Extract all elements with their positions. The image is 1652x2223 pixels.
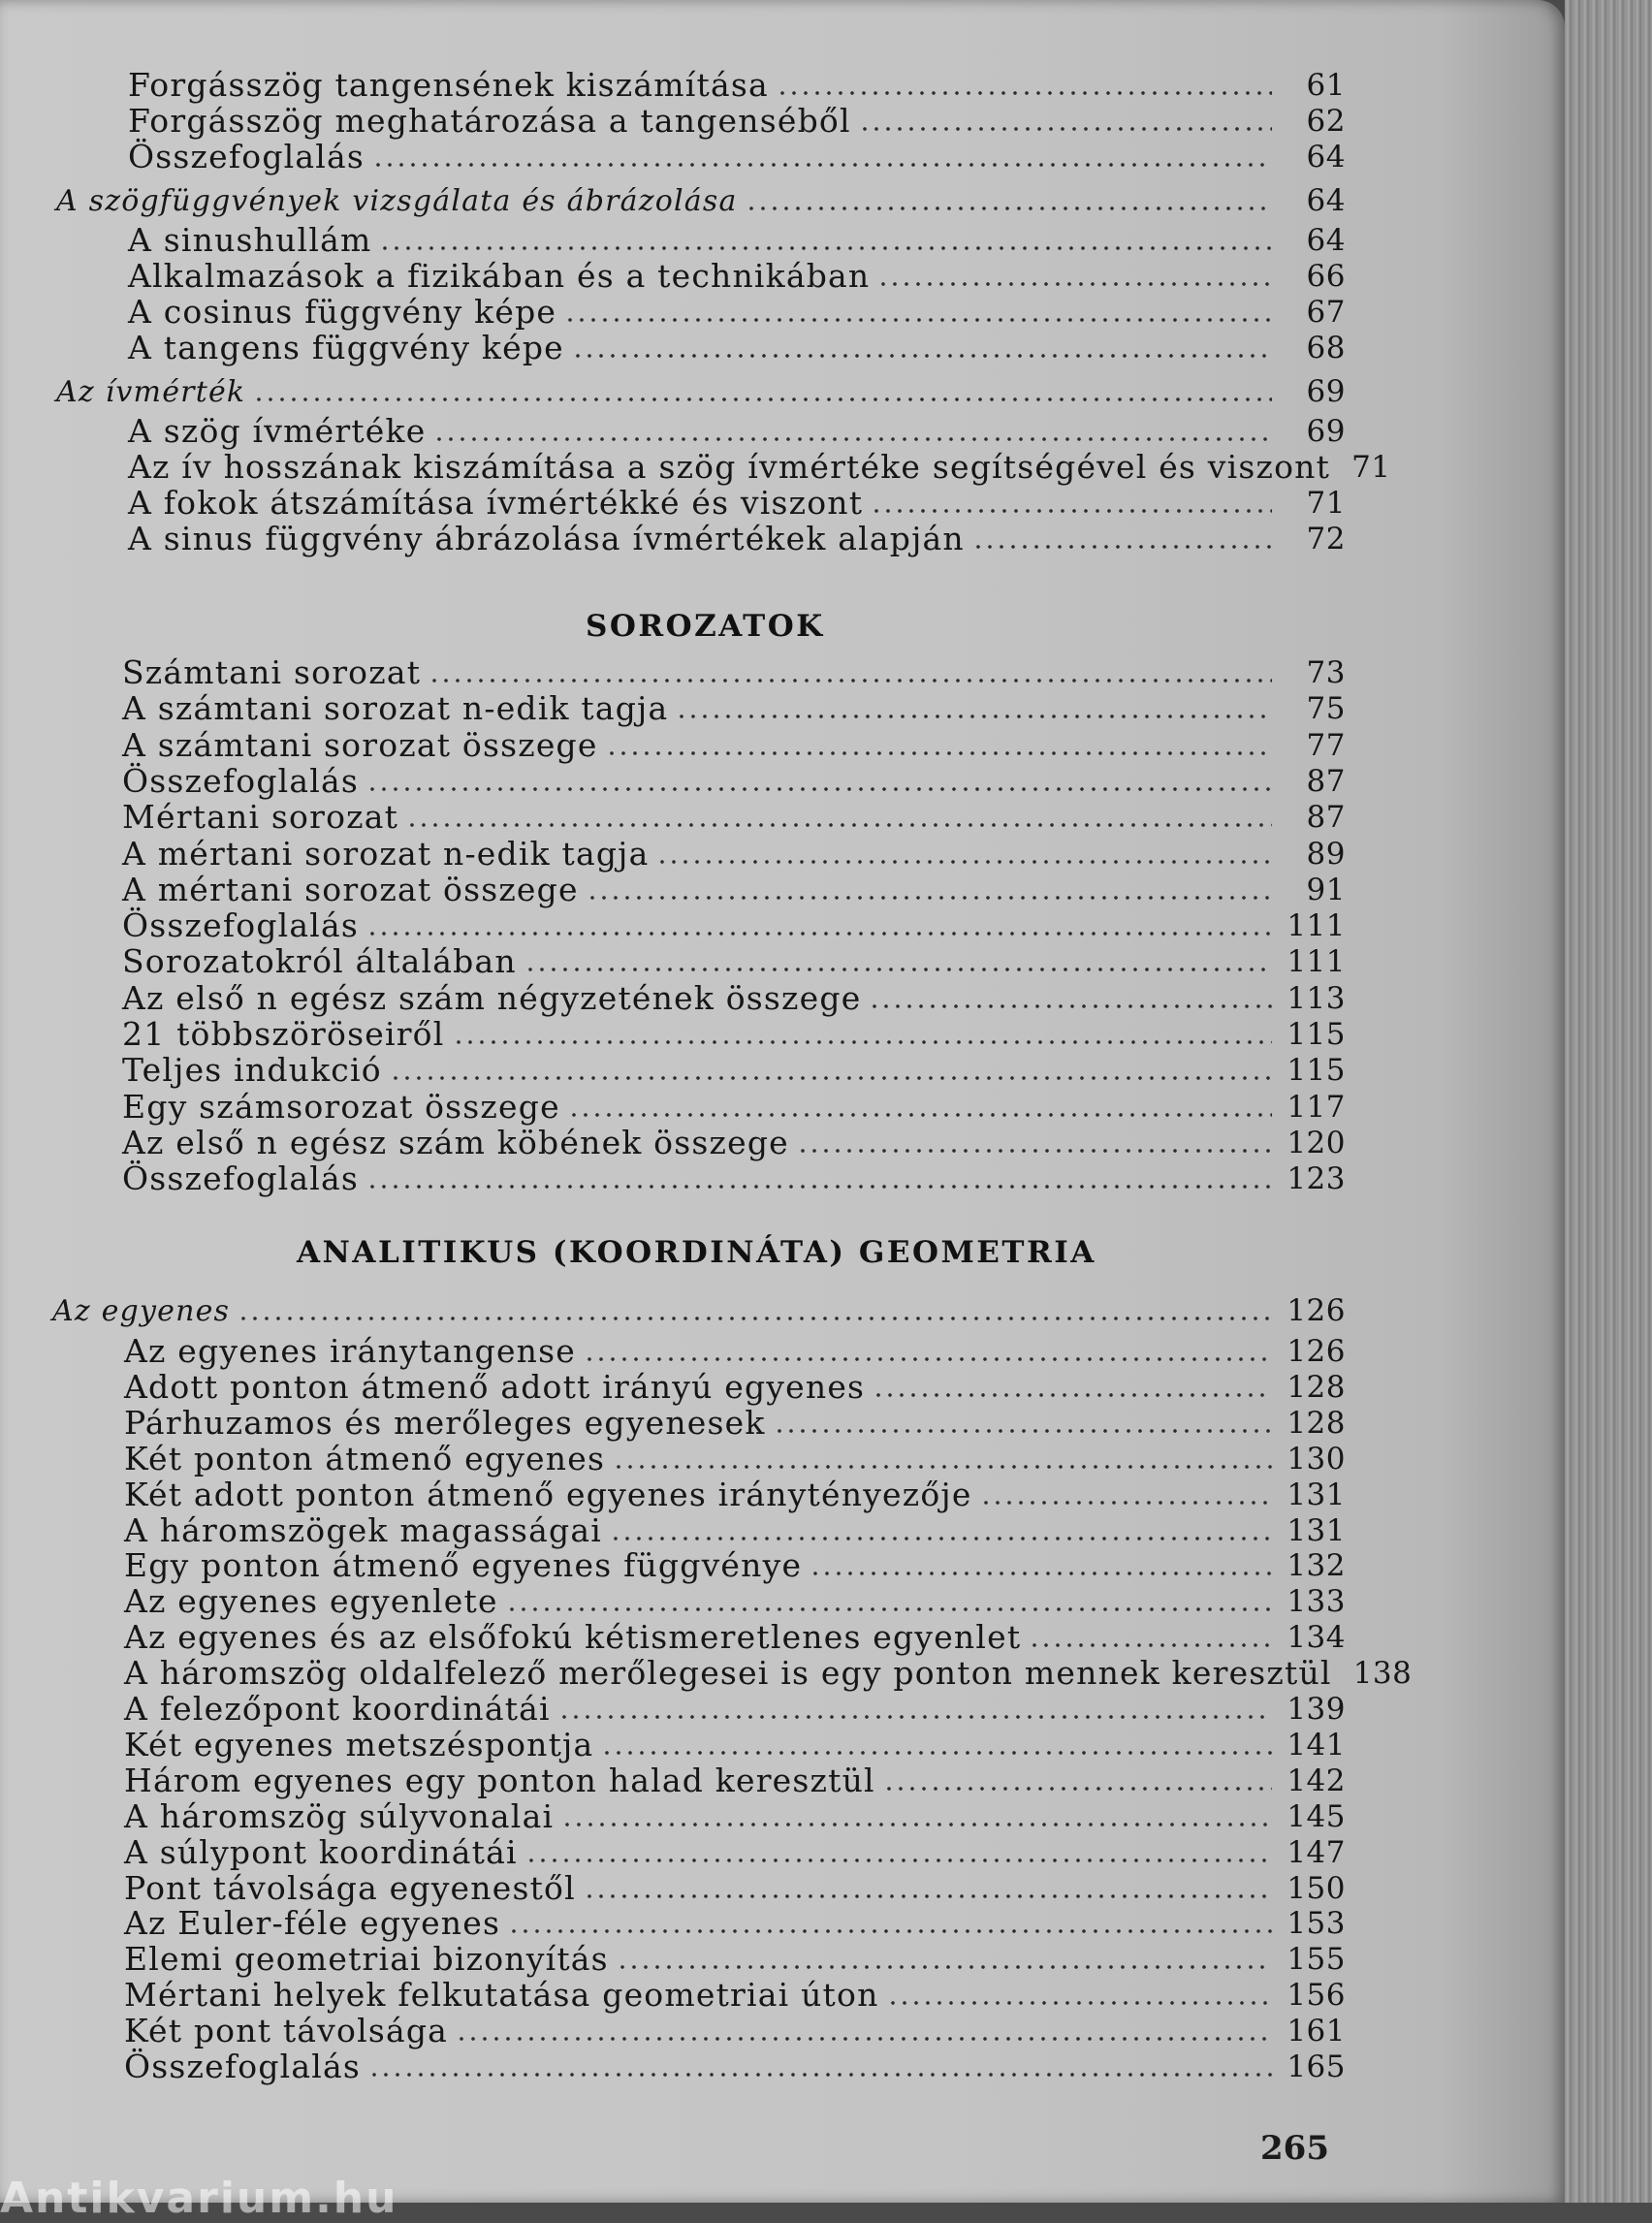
toc-entry (122, 794, 1346, 837)
toc-entry-title: A számtani sorozat n-edik tagja (122, 689, 669, 728)
toc-entry (122, 650, 1346, 691)
toc-entry-title: Az egyenes (52, 1294, 231, 1328)
dot-leader (379, 245, 1272, 251)
toc-entry-page: 115 (1287, 1017, 1346, 1052)
toc-entry-title: A mértani sorozat összege (122, 870, 579, 908)
toc-entry (124, 1972, 1346, 2015)
toc-entry-title: A felezőpont koordinátái (124, 1690, 551, 1728)
dot-leader (617, 1964, 1272, 1970)
toc-entry-title: A szögfüggvények vizsgálata és ábrázolása (56, 184, 738, 218)
dot-leader (366, 786, 1272, 792)
toc-entry-title: Összefoglalás (124, 2048, 362, 2085)
toc-entry (122, 831, 1346, 873)
toc-entry-page: 67 (1306, 295, 1346, 330)
toc-entry-title: A sinushullám (128, 221, 372, 259)
dot-leader (238, 1316, 1272, 1321)
toc-entry-title: Egy számsorozat összege (122, 1087, 560, 1126)
dot-leader (1029, 1642, 1272, 1648)
toc-entry (124, 1722, 1346, 1761)
dot-leader (810, 1571, 1272, 1576)
toc-chapter-entry (56, 368, 1346, 407)
toc-entry-title: A mértani sorozat n-edik tagja (122, 834, 650, 873)
dot-leader (368, 2072, 1272, 2078)
toc-entry (122, 1120, 1346, 1159)
dot-leader (366, 1184, 1272, 1190)
toc-entry-title: Forgásszög tangensének kiszámítása (128, 66, 769, 104)
toc-entry-page: 128 (1287, 1369, 1346, 1405)
toc-entry (122, 1047, 1346, 1090)
dot-leader (584, 1893, 1272, 1899)
toc-chapter-entry (52, 1287, 1346, 1326)
section-title-sorozatok: SOROZATOK (586, 609, 825, 644)
dot-leader (508, 1928, 1272, 1934)
toc-entry (124, 1865, 1346, 1907)
toc-entry-title: Két pont távolsága (124, 2012, 449, 2050)
toc-entry-title: A szög ívmértéke (128, 412, 427, 450)
watermark: Antikvarium.hu (0, 2174, 398, 2223)
toc-entry-page: 165 (1287, 2049, 1346, 2084)
dot-leader (601, 1750, 1272, 1756)
toc-entry-title: Az egyenes és az elsőfokú kétismeretlenes egyenlet (124, 1618, 1022, 1657)
toc-entry-page: 150 (1287, 1870, 1346, 1906)
toc-entry-page: 147 (1287, 1834, 1346, 1870)
toc-entry (124, 1328, 1346, 1370)
toc-entry-page: 123 (1287, 1161, 1346, 1197)
toc-entry (122, 1011, 1346, 1053)
toc-entry-page: 87 (1306, 763, 1346, 799)
dot-leader (613, 1464, 1272, 1470)
toc-entry-page: 111 (1287, 908, 1346, 944)
dot-leader (584, 1356, 1272, 1362)
toc-entry-page: 115 (1287, 1053, 1346, 1089)
toc-entry-page: 75 (1306, 691, 1346, 727)
section-title-analitikus-geometria: ANALITIKUS (KOORDINÁTA) GEOMETRIA (297, 1235, 1096, 1270)
dot-leader (859, 126, 1272, 132)
dot-leader (568, 1112, 1272, 1118)
toc-entry-title: Összefoglalás (122, 1159, 360, 1198)
toc-entry-title: Pont távolsága egyenestől (124, 1868, 576, 1907)
toc-entry (128, 325, 1346, 364)
dot-leader (746, 206, 1272, 211)
dot-leader (406, 822, 1272, 828)
toc-entry-page: 133 (1287, 1584, 1346, 1620)
toc-entry-title: Összefoglalás (122, 761, 360, 800)
toc-entry-page: 71 (1351, 450, 1391, 485)
toc-entry-page: 64 (1306, 183, 1346, 218)
toc-entry-title: Két ponton átmenő egyenes (124, 1439, 606, 1477)
toc-entry-page: 134 (1287, 1620, 1346, 1656)
toc-entry (124, 1758, 1346, 1799)
toc-entry-page: 126 (1287, 1293, 1346, 1328)
dot-leader (366, 931, 1272, 937)
toc-entry-page: 142 (1287, 1763, 1346, 1798)
dot-leader (572, 353, 1272, 359)
toc-entry-page: 126 (1287, 1334, 1346, 1369)
dot-leader (980, 1500, 1272, 1506)
toc-entry-title: Alkalmazások a fizikában és a technikában (128, 257, 871, 295)
dot-leader (390, 1075, 1272, 1081)
toc-entry (124, 1936, 1346, 1979)
dot-leader (524, 967, 1272, 972)
toc-entry (122, 1084, 1346, 1126)
toc-entry-page: 155 (1287, 1942, 1346, 1978)
toc-entry (122, 758, 1346, 800)
toc-entry (128, 134, 1346, 173)
toc-entry (128, 253, 1346, 295)
toc-entry-page: 72 (1306, 522, 1346, 556)
toc-entry-page: 73 (1306, 655, 1346, 690)
toc-entry-title: Teljes indukció (122, 1051, 382, 1090)
toc-entry-title: Mértani helyek felkutatása geometriai úton (124, 1976, 879, 2015)
dot-leader (777, 90, 1272, 96)
dot-leader (453, 1039, 1272, 1045)
toc-entry (124, 1542, 1346, 1585)
page-edge (1565, 0, 1652, 2203)
toc-entry-title: Elemi geometriai bizonyítás (124, 1940, 609, 1979)
dot-leader (606, 750, 1272, 756)
toc-entry-title: A háromszögek magasságai (124, 1510, 602, 1549)
toc-entry-page: 77 (1306, 727, 1346, 763)
toc-entry-title: Összefoglalás (122, 906, 360, 945)
toc-entry-title: Az első n egész szám négyzetének összege (122, 978, 862, 1017)
toc-entry-page: 87 (1306, 800, 1346, 836)
dot-leader (877, 281, 1272, 287)
dot-leader (676, 714, 1272, 719)
toc-entry-page: 69 (1306, 374, 1346, 409)
toc-entry-title: Összefoglalás (128, 138, 365, 175)
toc-entry-page: 66 (1306, 259, 1346, 294)
toc-entry-title: Adott ponton átmenő adott irányú egyenes (124, 1367, 866, 1406)
toc-entry-page: 64 (1306, 223, 1346, 258)
toc-entry (124, 1578, 1346, 1621)
toc-entry (124, 1614, 1346, 1657)
toc-entry-page: 68 (1306, 331, 1346, 365)
dot-leader (883, 1786, 1272, 1792)
toc-entry (124, 1508, 1346, 1549)
toc-entry-page: 71 (1306, 486, 1346, 521)
toc-entry (128, 516, 1346, 555)
toc-entry (124, 1400, 1346, 1442)
toc-entry (124, 1472, 1346, 1513)
toc-entry (128, 289, 1346, 331)
toc-entry-title: A fokok átszámítása ívmértékké és viszont (128, 484, 864, 522)
toc-chapter-entry (56, 177, 1346, 216)
toc-entry-title: Az ívmérték (56, 375, 246, 409)
dot-leader (871, 508, 1272, 514)
toc-entry-page: 69 (1306, 414, 1346, 449)
toc-entry-title: Az Euler-féle egyenes (124, 1904, 501, 1943)
toc-entry-page: 153 (1287, 1906, 1346, 1942)
toc-entry (124, 1650, 1413, 1693)
toc-entry-title: Számtani sorozat (122, 653, 422, 691)
toc-entry (128, 62, 1346, 104)
toc-entry-title: Az első n egész szám köbének összege (122, 1123, 789, 1161)
toc-entry-page: 145 (1287, 1798, 1346, 1834)
toc-entry-title: A cosinus függvény képe (128, 293, 557, 331)
toc-entry (128, 444, 1391, 486)
toc-entry-page: 161 (1287, 2014, 1346, 2049)
toc-entry-page: 156 (1287, 1978, 1346, 2014)
toc-entry (122, 685, 1346, 728)
toc-entry (124, 1794, 1346, 1835)
dot-leader (774, 1428, 1272, 1434)
toc-entry-title: A tangens függvény képe (128, 329, 564, 366)
toc-entry-page: 131 (1287, 1477, 1346, 1512)
toc-entry-title: 21 többszöröseiről (122, 1015, 445, 1053)
toc-entry-page: 131 (1287, 1512, 1346, 1548)
toc-entry-title: Sorozatokról általában (122, 942, 517, 981)
toc-entry-title: A sinus függvény ábrázolása ívmértékek alapján (128, 520, 965, 557)
toc-entry (124, 2044, 1346, 2085)
toc-entry (122, 975, 1346, 1017)
toc-entry (128, 408, 1346, 450)
toc-entry (122, 903, 1346, 945)
toc-entry (124, 1686, 1346, 1728)
toc-entry-title: Mértani sorozat (122, 798, 399, 837)
toc-entry-page: 128 (1287, 1405, 1346, 1441)
toc-entry-title: Az egyenes egyenlete (124, 1582, 498, 1621)
toc-entry (128, 98, 1346, 140)
toc-entry (124, 1900, 1346, 1943)
toc-entry-page: 117 (1287, 1089, 1346, 1125)
dot-leader (564, 317, 1272, 323)
toc-entry-title: Forgásszög meghatározása a tangenséből (128, 102, 851, 140)
dot-leader (253, 397, 1272, 402)
toc-entry-page: 91 (1306, 872, 1346, 907)
toc-entry-title: A számtani sorozat összege (122, 725, 598, 764)
toc-entry-page: 130 (1287, 1441, 1346, 1477)
dot-leader (456, 2036, 1272, 2042)
dot-leader (558, 1714, 1272, 1720)
toc-entry (122, 867, 1346, 908)
toc-entry (122, 938, 1346, 981)
toc-entry-page: 138 (1352, 1656, 1413, 1692)
dot-leader (656, 859, 1272, 865)
toc-entry (128, 480, 1346, 522)
toc-entry-page: 113 (1287, 980, 1346, 1016)
toc-entry-page: 64 (1306, 140, 1346, 175)
dot-leader (506, 1606, 1272, 1612)
dot-leader (433, 436, 1272, 442)
page-number: 265 (1260, 2129, 1329, 2168)
dot-leader (561, 1822, 1272, 1827)
toc-entry-page: 120 (1287, 1125, 1346, 1160)
toc-entry-page: 89 (1306, 836, 1346, 872)
dot-leader (869, 1003, 1272, 1009)
toc-entry-page: 61 (1306, 68, 1346, 103)
toc-entry (124, 1829, 1346, 1871)
toc-entry-page: 132 (1287, 1548, 1346, 1584)
toc-entry-title: Párhuzamos és merőleges egyenesek (124, 1403, 766, 1442)
toc-entry-title: Két adott ponton átmenő egyenes iránytényezője (124, 1475, 972, 1513)
toc-entry (124, 1364, 1346, 1406)
toc-entry-page: 111 (1287, 944, 1346, 980)
dot-leader (873, 1392, 1272, 1398)
dot-leader (797, 1148, 1272, 1154)
toc-entry-page: 141 (1287, 1727, 1346, 1763)
toc-entry-title: Az egyenes iránytangense (124, 1332, 577, 1370)
toc-entry-page: 62 (1306, 104, 1346, 139)
dot-leader (429, 678, 1272, 683)
toc-entry (124, 1436, 1346, 1475)
toc-entry (124, 2008, 1346, 2050)
toc-entry-title: A háromszög súlyvonalai (124, 1796, 555, 1835)
toc-entry-page: 139 (1287, 1692, 1346, 1727)
toc-entry (122, 722, 1346, 764)
toc-entry-title: Az ív hosszának kiszámítása a szög ívmértéke segítségével és viszont (128, 448, 1331, 486)
toc-entry (122, 1156, 1346, 1198)
dot-leader (887, 2000, 1272, 2006)
toc-entry-title: Két egyenes metszéspontja (124, 1725, 594, 1763)
dot-leader (587, 895, 1272, 901)
dot-leader (525, 1858, 1272, 1863)
dot-leader (972, 544, 1272, 550)
toc-entry (128, 217, 1346, 259)
toc-entry-title: A háromszög oldalfelező merőlegesei is egy ponton mennek keresztül (124, 1654, 1332, 1693)
toc-entry-title: A súlypont koordinátái (124, 1832, 518, 1871)
toc-entry-title: Egy ponton átmenő egyenes függvénye (124, 1546, 803, 1585)
dot-leader (610, 1536, 1272, 1541)
toc-entry-title: Három egyenes egy ponton halad keresztül (124, 1761, 875, 1799)
dot-leader (372, 162, 1272, 168)
